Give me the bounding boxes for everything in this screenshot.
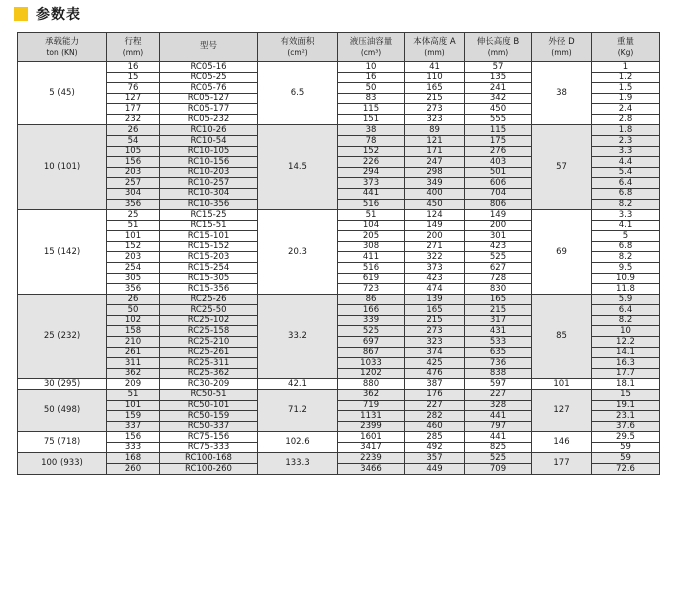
oil-capacity-cell: 151 [338, 114, 405, 125]
weight-cell: 17.7 [592, 368, 660, 379]
stroke-cell: 203 [107, 252, 160, 263]
outer-diameter-cell: 38 [532, 62, 592, 125]
weight-cell: 5.4 [592, 167, 660, 178]
outer-diameter-cell: 127 [532, 389, 592, 431]
body-height-cell: 247 [405, 157, 465, 168]
extended-height-cell: 301 [465, 231, 532, 242]
weight-cell: 23.1 [592, 411, 660, 422]
stroke-cell: 15 [107, 72, 160, 83]
oil-capacity-cell: 525 [338, 326, 405, 337]
model-cell: RC25-158 [160, 326, 258, 337]
parameter-table [17, 32, 660, 475]
body-height-cell: 215 [405, 93, 465, 104]
weight-cell: 19.1 [592, 400, 660, 411]
stroke-cell: 54 [107, 136, 160, 147]
column-header-title: 本体高度 A [413, 37, 456, 47]
capacity-cell: 5 (45) [18, 62, 107, 125]
oil-capacity-cell: 339 [338, 315, 405, 326]
oil-capacity-cell: 226 [338, 157, 405, 168]
model-cell: RC50-101 [160, 400, 258, 411]
table-row [18, 294, 660, 305]
extended-height-cell: 227 [465, 389, 532, 400]
weight-cell: 2.3 [592, 136, 660, 147]
column-header-title: 有效面积 [280, 37, 315, 47]
body-height-cell: 41 [405, 62, 465, 73]
table-body [18, 62, 660, 475]
table-header-row [18, 33, 660, 62]
stroke-cell: 127 [107, 93, 160, 104]
body-height-cell: 423 [405, 273, 465, 284]
oil-capacity-cell: 38 [338, 125, 405, 136]
oil-capacity-cell: 86 [338, 294, 405, 305]
oil-capacity-cell: 516 [338, 199, 405, 210]
body-height-cell: 282 [405, 411, 465, 422]
stroke-cell: 356 [107, 284, 160, 295]
capacity-cell: 75 (718) [18, 432, 107, 453]
oil-capacity-cell: 373 [338, 178, 405, 189]
oil-capacity-cell: 16 [338, 72, 405, 83]
body-height-cell: 492 [405, 442, 465, 453]
model-cell: RC15-305 [160, 273, 258, 284]
column-header [532, 33, 592, 62]
stroke-cell: 177 [107, 104, 160, 115]
body-height-cell: 215 [405, 315, 465, 326]
oil-capacity-cell: 1202 [338, 368, 405, 379]
section-header [14, 4, 81, 24]
outer-diameter-cell: 85 [532, 294, 592, 379]
extended-height-cell: 441 [465, 432, 532, 443]
effective-area-cell: 102.6 [258, 432, 338, 453]
column-header-title: 承载能力 [44, 37, 79, 47]
stroke-cell: 152 [107, 241, 160, 252]
oil-capacity-cell: 115 [338, 104, 405, 115]
model-cell: RC15-203 [160, 252, 258, 263]
model-cell: RC75-156 [160, 432, 258, 443]
weight-cell: 2.8 [592, 114, 660, 125]
stroke-cell: 210 [107, 337, 160, 348]
model-cell: RC05-16 [160, 62, 258, 73]
extended-height-cell: 728 [465, 273, 532, 284]
stroke-cell: 209 [107, 379, 160, 390]
model-cell: RC05-25 [160, 72, 258, 83]
extended-height-cell: 342 [465, 93, 532, 104]
column-header-title: 重量 [616, 37, 634, 47]
extended-height-cell: 165 [465, 294, 532, 305]
model-cell: RC25-261 [160, 347, 258, 358]
column-header-unit: (cm³) [360, 47, 382, 57]
model-cell: RC10-257 [160, 178, 258, 189]
weight-cell: 59 [592, 442, 660, 453]
extended-height-cell: 525 [465, 453, 532, 464]
stroke-cell: 232 [107, 114, 160, 125]
model-cell: RC05-127 [160, 93, 258, 104]
oil-capacity-cell: 83 [338, 93, 405, 104]
model-cell: RC15-51 [160, 220, 258, 231]
stroke-cell: 203 [107, 167, 160, 178]
weight-cell: 6.8 [592, 188, 660, 199]
extended-height-cell: 736 [465, 358, 532, 369]
extended-height-cell: 704 [465, 188, 532, 199]
outer-diameter-cell: 177 [532, 453, 592, 474]
column-header-title: 液压油容量 [349, 37, 393, 47]
weight-cell: 12.2 [592, 337, 660, 348]
model-cell: RC75-333 [160, 442, 258, 453]
weight-cell: 29.5 [592, 432, 660, 443]
column-header-title: 伸长高度 B [476, 37, 520, 47]
column-header-title: 外径 D [548, 37, 575, 47]
column-header-unit: (mm) [424, 47, 445, 57]
weight-cell: 1 [592, 62, 660, 73]
stroke-cell: 156 [107, 432, 160, 443]
body-height-cell: 110 [405, 72, 465, 83]
extended-height-cell: 200 [465, 220, 532, 231]
extended-height-cell: 606 [465, 178, 532, 189]
weight-cell: 1.8 [592, 125, 660, 136]
body-height-cell: 474 [405, 284, 465, 295]
stroke-cell: 26 [107, 125, 160, 136]
oil-capacity-cell: 104 [338, 220, 405, 231]
extended-height-cell: 533 [465, 337, 532, 348]
body-height-cell: 449 [405, 463, 465, 474]
column-header-title: 型号 [199, 40, 217, 51]
extended-height-cell: 115 [465, 125, 532, 136]
extended-height-cell: 838 [465, 368, 532, 379]
body-height-cell: 227 [405, 400, 465, 411]
oil-capacity-cell: 516 [338, 262, 405, 273]
oil-capacity-cell: 1033 [338, 358, 405, 369]
weight-cell: 6.4 [592, 178, 660, 189]
column-header-unit: (mm) [122, 47, 144, 57]
oil-capacity-cell: 697 [338, 337, 405, 348]
table-row [18, 389, 660, 400]
extended-height-cell: 241 [465, 83, 532, 94]
oil-capacity-cell: 294 [338, 167, 405, 178]
body-height-cell: 450 [405, 199, 465, 210]
model-cell: RC10-26 [160, 125, 258, 136]
extended-height-cell: 403 [465, 157, 532, 168]
capacity-cell: 30 (295) [18, 379, 107, 390]
body-height-cell: 176 [405, 389, 465, 400]
weight-cell: 14.1 [592, 347, 660, 358]
weight-cell: 8.2 [592, 252, 660, 263]
weight-cell: 16.3 [592, 358, 660, 369]
model-cell: RC10-156 [160, 157, 258, 168]
stroke-cell: 261 [107, 347, 160, 358]
oil-capacity-cell: 10 [338, 62, 405, 73]
column-header [258, 33, 338, 62]
weight-cell: 1.5 [592, 83, 660, 94]
extended-height-cell: 825 [465, 442, 532, 453]
body-height-cell: 139 [405, 294, 465, 305]
stroke-cell: 254 [107, 262, 160, 273]
column-header [18, 33, 107, 62]
model-cell: RC50-159 [160, 411, 258, 422]
weight-cell: 6.8 [592, 241, 660, 252]
stroke-cell: 51 [107, 389, 160, 400]
weight-cell: 2.4 [592, 104, 660, 115]
capacity-cell: 25 (232) [18, 294, 107, 379]
oil-capacity-cell: 362 [338, 389, 405, 400]
effective-area-cell: 6.5 [258, 62, 338, 125]
weight-cell: 6.4 [592, 305, 660, 316]
extended-height-cell: 328 [465, 400, 532, 411]
model-cell: RC05-232 [160, 114, 258, 125]
body-height-cell: 476 [405, 368, 465, 379]
stroke-cell: 333 [107, 442, 160, 453]
body-height-cell: 322 [405, 252, 465, 263]
oil-capacity-cell: 205 [338, 231, 405, 242]
effective-area-cell: 20.3 [258, 210, 338, 295]
oil-capacity-cell: 1131 [338, 411, 405, 422]
model-cell: RC15-25 [160, 210, 258, 221]
oil-capacity-cell: 723 [338, 284, 405, 295]
effective-area-cell: 33.2 [258, 294, 338, 379]
effective-area-cell: 14.5 [258, 125, 338, 210]
extended-height-cell: 276 [465, 146, 532, 157]
body-height-cell: 387 [405, 379, 465, 390]
stroke-cell: 159 [107, 411, 160, 422]
body-height-cell: 323 [405, 337, 465, 348]
stroke-cell: 362 [107, 368, 160, 379]
extended-height-cell: 501 [465, 167, 532, 178]
extended-height-cell: 450 [465, 104, 532, 115]
body-height-cell: 124 [405, 210, 465, 221]
weight-cell: 1.9 [592, 93, 660, 104]
weight-cell: 59 [592, 453, 660, 464]
body-height-cell: 373 [405, 262, 465, 273]
model-cell: RC30-209 [160, 379, 258, 390]
extended-height-cell: 555 [465, 114, 532, 125]
table-row [18, 210, 660, 221]
oil-capacity-cell: 441 [338, 188, 405, 199]
weight-cell: 18.1 [592, 379, 660, 390]
capacity-cell: 100 (933) [18, 453, 107, 474]
column-header-unit: (Kg) [617, 47, 634, 57]
extended-height-cell: 215 [465, 305, 532, 316]
weight-cell: 11.8 [592, 284, 660, 295]
stroke-cell: 168 [107, 453, 160, 464]
body-height-cell: 400 [405, 188, 465, 199]
stroke-cell: 102 [107, 315, 160, 326]
section-title: 参数表 [36, 7, 81, 23]
extended-height-cell: 423 [465, 241, 532, 252]
capacity-cell: 10 (101) [18, 125, 107, 210]
body-height-cell: 200 [405, 231, 465, 242]
extended-height-cell: 149 [465, 210, 532, 221]
weight-cell: 3.3 [592, 210, 660, 221]
extended-height-cell: 431 [465, 326, 532, 337]
extended-height-cell: 57 [465, 62, 532, 73]
oil-capacity-cell: 2399 [338, 421, 405, 432]
stroke-cell: 26 [107, 294, 160, 305]
weight-cell: 3.3 [592, 146, 660, 157]
column-header [107, 33, 160, 62]
stroke-cell: 16 [107, 62, 160, 73]
model-cell: RC10-54 [160, 136, 258, 147]
stroke-cell: 50 [107, 305, 160, 316]
weight-cell: 10.9 [592, 273, 660, 284]
oil-capacity-cell: 880 [338, 379, 405, 390]
body-height-cell: 273 [405, 326, 465, 337]
model-cell: RC15-254 [160, 262, 258, 273]
model-cell: RC25-311 [160, 358, 258, 369]
stroke-cell: 305 [107, 273, 160, 284]
table-row [18, 379, 660, 390]
weight-cell: 4.1 [592, 220, 660, 231]
model-cell: RC100-168 [160, 453, 258, 464]
extended-height-cell: 175 [465, 136, 532, 147]
yellow-square-icon [14, 7, 28, 21]
capacity-cell: 50 (498) [18, 389, 107, 431]
model-cell: RC05-76 [160, 83, 258, 94]
column-header [160, 33, 258, 62]
oil-capacity-cell: 50 [338, 83, 405, 94]
body-height-cell: 357 [405, 453, 465, 464]
oil-capacity-cell: 166 [338, 305, 405, 316]
weight-cell: 4.4 [592, 157, 660, 168]
oil-capacity-cell: 2239 [338, 453, 405, 464]
column-header-unit: (mm) [551, 47, 572, 57]
table-row [18, 432, 660, 443]
model-cell: RC100-260 [160, 463, 258, 474]
stroke-cell: 337 [107, 421, 160, 432]
model-cell: RC50-51 [160, 389, 258, 400]
oil-capacity-cell: 51 [338, 210, 405, 221]
outer-diameter-cell: 57 [532, 125, 592, 210]
weight-cell: 1.2 [592, 72, 660, 83]
stroke-cell: 257 [107, 178, 160, 189]
model-cell: RC25-210 [160, 337, 258, 348]
model-cell: RC10-105 [160, 146, 258, 157]
column-header [592, 33, 660, 62]
oil-capacity-cell: 3466 [338, 463, 405, 474]
body-height-cell: 121 [405, 136, 465, 147]
oil-capacity-cell: 867 [338, 347, 405, 358]
stroke-cell: 158 [107, 326, 160, 337]
body-height-cell: 349 [405, 178, 465, 189]
table-row [18, 62, 660, 73]
oil-capacity-cell: 152 [338, 146, 405, 157]
weight-cell: 37.6 [592, 421, 660, 432]
body-height-cell: 323 [405, 114, 465, 125]
weight-cell: 8.2 [592, 199, 660, 210]
column-header [405, 33, 465, 62]
weight-cell: 72.6 [592, 463, 660, 474]
oil-capacity-cell: 308 [338, 241, 405, 252]
model-cell: RC25-26 [160, 294, 258, 305]
oil-capacity-cell: 78 [338, 136, 405, 147]
model-cell: RC05-177 [160, 104, 258, 115]
weight-cell: 5.9 [592, 294, 660, 305]
model-cell: RC10-304 [160, 188, 258, 199]
stroke-cell: 25 [107, 210, 160, 221]
outer-diameter-cell: 101 [532, 379, 592, 390]
extended-height-cell: 135 [465, 72, 532, 83]
outer-diameter-cell: 69 [532, 210, 592, 295]
model-cell: RC10-203 [160, 167, 258, 178]
body-height-cell: 271 [405, 241, 465, 252]
weight-cell: 5 [592, 231, 660, 242]
weight-cell: 9.5 [592, 262, 660, 273]
stroke-cell: 101 [107, 400, 160, 411]
extended-height-cell: 797 [465, 421, 532, 432]
stroke-cell: 76 [107, 83, 160, 94]
extended-height-cell: 635 [465, 347, 532, 358]
model-cell: RC25-362 [160, 368, 258, 379]
extended-height-cell: 525 [465, 252, 532, 263]
body-height-cell: 89 [405, 125, 465, 136]
weight-cell: 10 [592, 326, 660, 337]
stroke-cell: 156 [107, 157, 160, 168]
model-cell: RC15-101 [160, 231, 258, 242]
stroke-cell: 356 [107, 199, 160, 210]
stroke-cell: 311 [107, 358, 160, 369]
column-header-unit: (mm) [487, 47, 509, 57]
oil-capacity-cell: 411 [338, 252, 405, 263]
extended-height-cell: 441 [465, 411, 532, 422]
extended-height-cell: 597 [465, 379, 532, 390]
model-cell: RC15-356 [160, 284, 258, 295]
body-height-cell: 460 [405, 421, 465, 432]
stroke-cell: 260 [107, 463, 160, 474]
model-cell: RC15-152 [160, 241, 258, 252]
effective-area-cell: 71.2 [258, 389, 338, 431]
column-header [338, 33, 405, 62]
column-header-unit: ton (KN) [46, 47, 78, 57]
extended-height-cell: 830 [465, 284, 532, 295]
stroke-cell: 105 [107, 146, 160, 157]
model-cell: RC25-50 [160, 305, 258, 316]
effective-area-cell: 42.1 [258, 379, 338, 390]
extended-height-cell: 806 [465, 199, 532, 210]
body-height-cell: 285 [405, 432, 465, 443]
oil-capacity-cell: 3417 [338, 442, 405, 453]
model-cell: RC50-337 [160, 421, 258, 432]
stroke-cell: 51 [107, 220, 160, 231]
body-height-cell: 165 [405, 83, 465, 94]
table-row [18, 125, 660, 136]
extended-height-cell: 627 [465, 262, 532, 273]
body-height-cell: 374 [405, 347, 465, 358]
body-height-cell: 273 [405, 104, 465, 115]
body-height-cell: 149 [405, 220, 465, 231]
weight-cell: 8.2 [592, 315, 660, 326]
model-cell: RC10-356 [160, 199, 258, 210]
extended-height-cell: 317 [465, 315, 532, 326]
column-header-title: 行程 [124, 37, 142, 47]
model-cell: RC25-102 [160, 315, 258, 326]
capacity-cell: 15 (142) [18, 210, 107, 295]
oil-capacity-cell: 719 [338, 400, 405, 411]
body-height-cell: 171 [405, 146, 465, 157]
stroke-cell: 304 [107, 188, 160, 199]
oil-capacity-cell: 619 [338, 273, 405, 284]
weight-cell: 15 [592, 389, 660, 400]
body-height-cell: 165 [405, 305, 465, 316]
stroke-cell: 101 [107, 231, 160, 242]
body-height-cell: 298 [405, 167, 465, 178]
oil-capacity-cell: 1601 [338, 432, 405, 443]
column-header-unit: (cm²) [287, 47, 308, 57]
outer-diameter-cell: 146 [532, 432, 592, 453]
column-header [465, 33, 532, 62]
effective-area-cell: 133.3 [258, 453, 338, 474]
table-row [18, 453, 660, 464]
body-height-cell: 425 [405, 358, 465, 369]
extended-height-cell: 709 [465, 463, 532, 474]
